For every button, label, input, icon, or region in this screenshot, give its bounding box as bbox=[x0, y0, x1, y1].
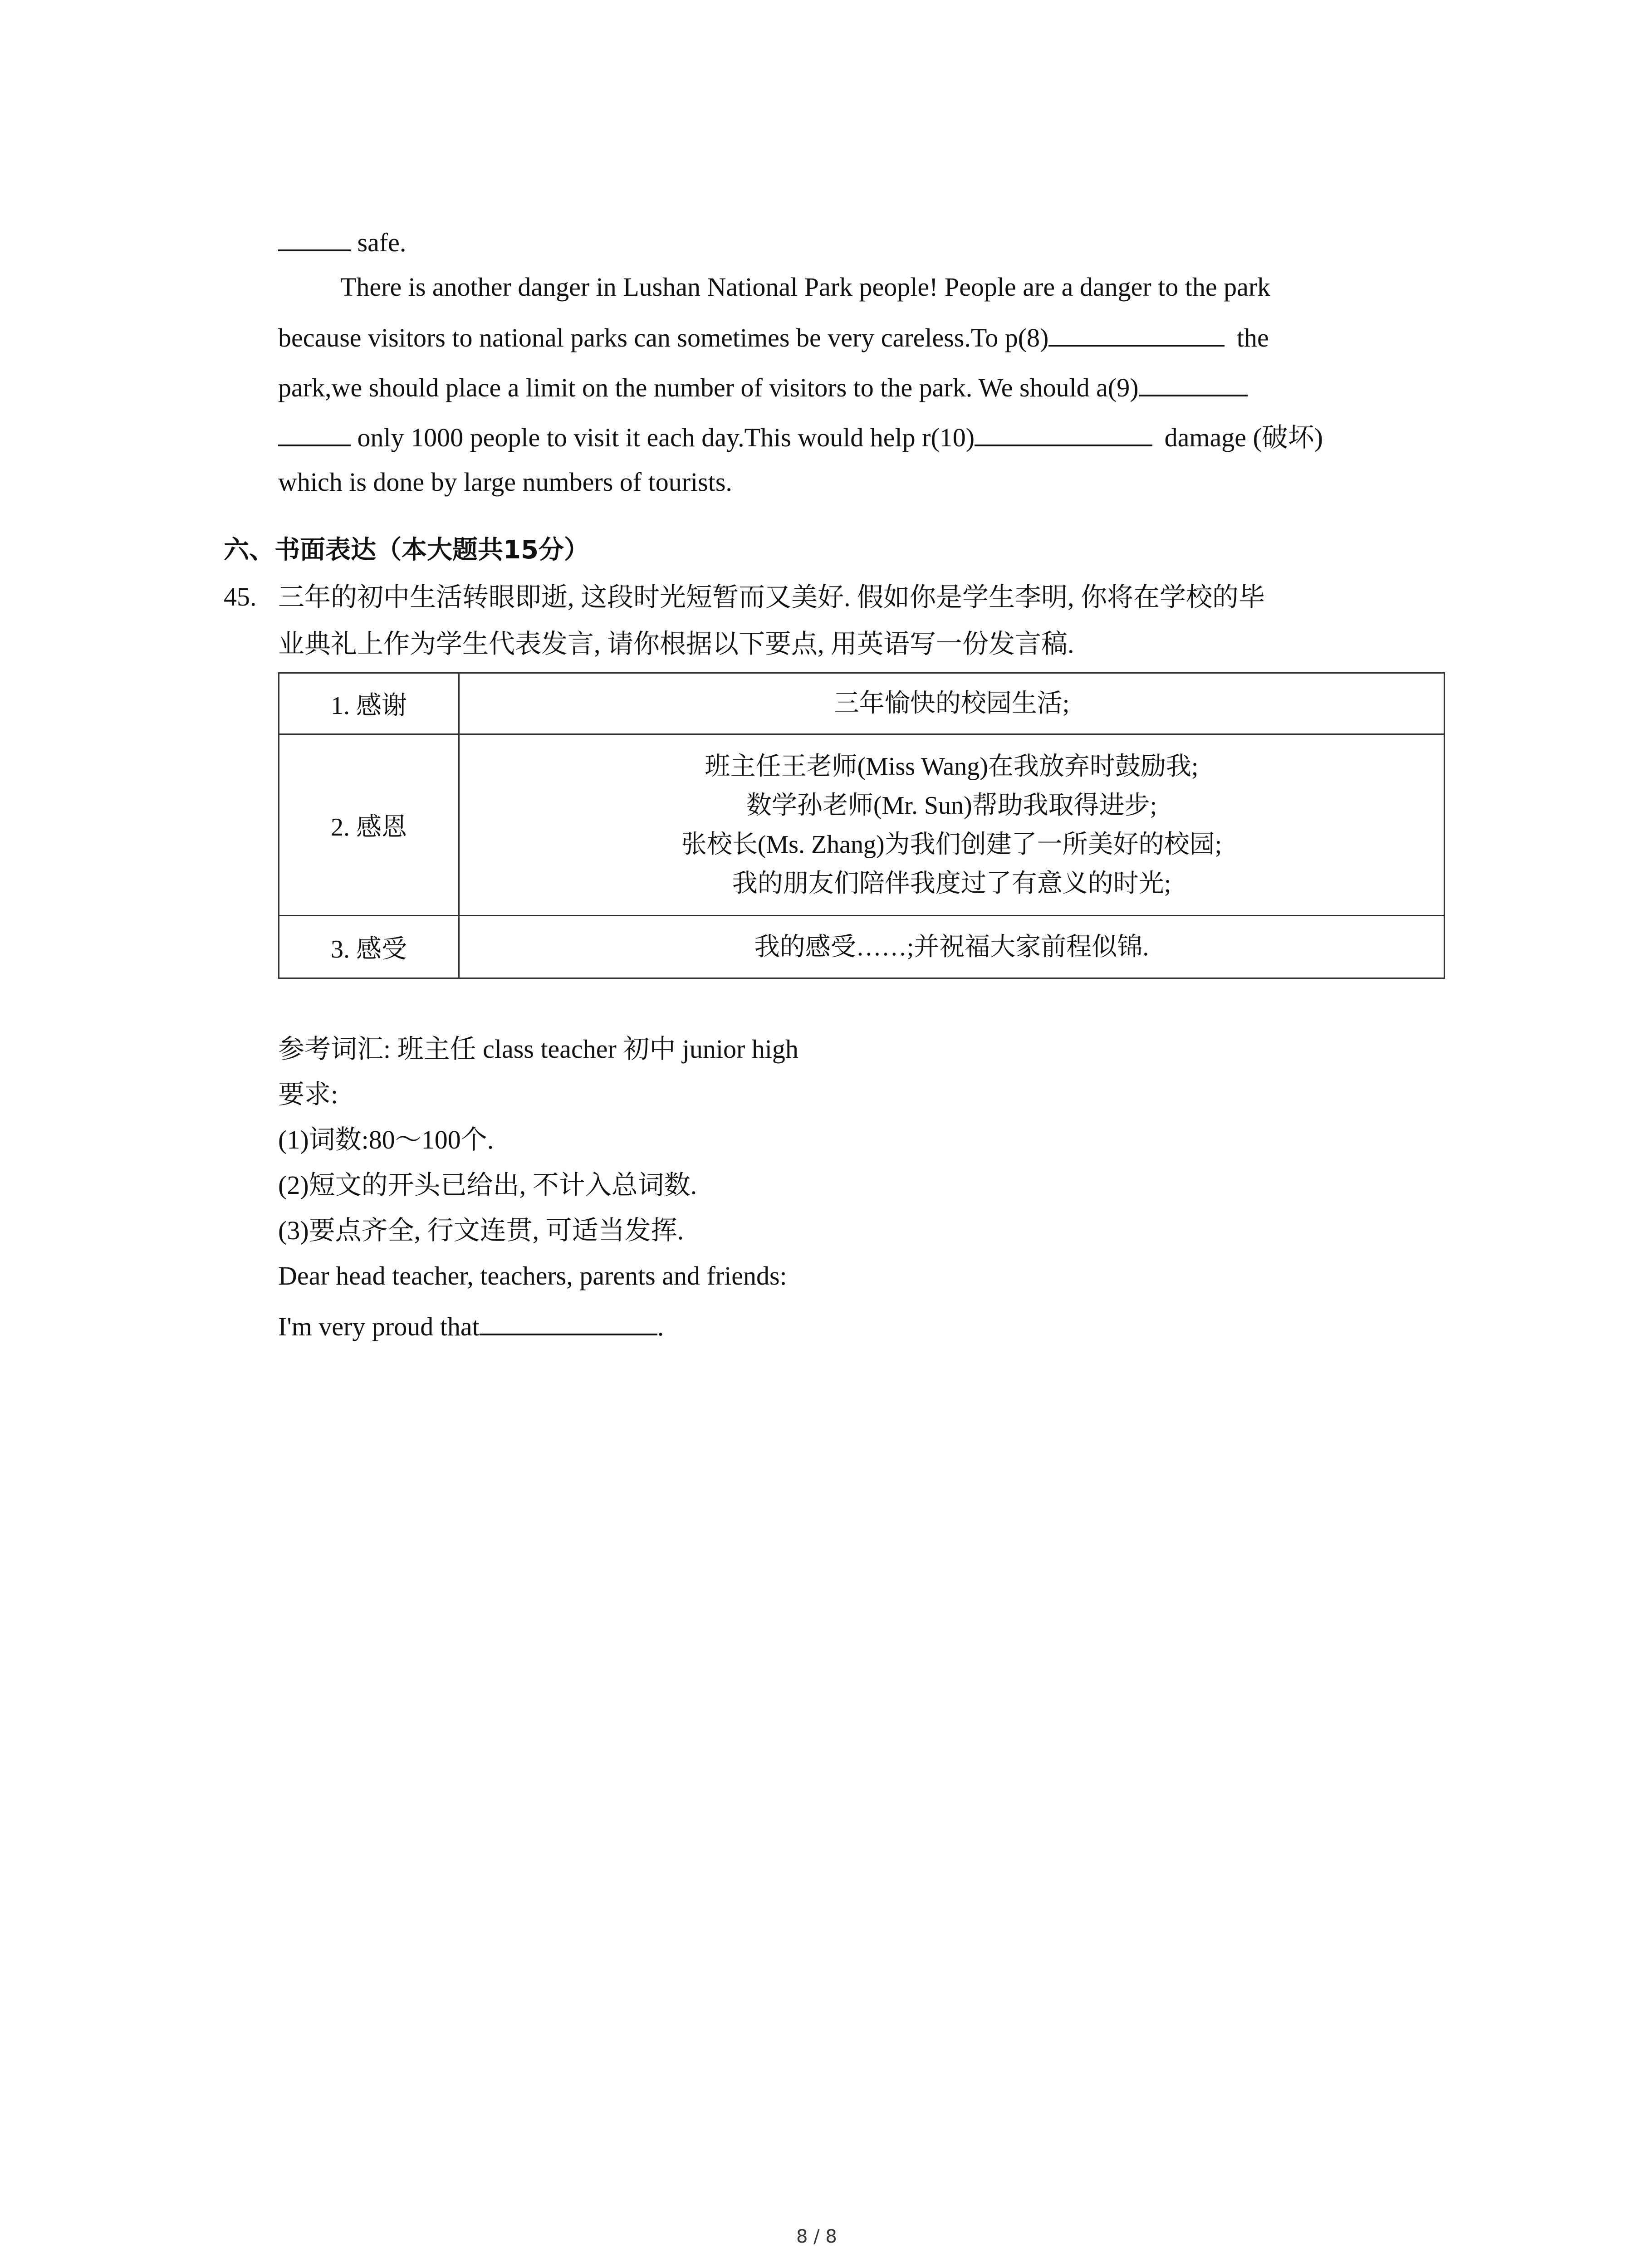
key-points-table bbox=[278, 672, 1445, 979]
passage-text: only 1000 people to visit it each day.This would help r(10) bbox=[357, 423, 975, 452]
opening-answer-blank[interactable] bbox=[480, 1310, 657, 1335]
table-row bbox=[279, 673, 1445, 734]
page-number: 8 / 8 bbox=[796, 2226, 837, 2247]
passage-text: because visitors to national parks can sometimes be very careless.To p(8) bbox=[278, 323, 1049, 352]
passage-text: the bbox=[1236, 323, 1269, 352]
passage-text: safe. bbox=[357, 228, 407, 257]
letter-opening bbox=[278, 1310, 664, 1343]
row-label: 3. 感受 bbox=[279, 916, 459, 978]
question-text-line-2: 业典礼上作为学生代表发言, 请你根据以下要点, 用英语写一份发言稿. bbox=[278, 629, 1074, 659]
row-content-line: 班主任王老师(Miss Wang)在我放弃时鼓励我; bbox=[705, 752, 1199, 781]
row-content bbox=[459, 734, 1445, 916]
row-label: 1. 感谢 bbox=[279, 673, 459, 734]
letter-greeting: Dear head teacher, teachers, parents and friends: bbox=[278, 1261, 787, 1290]
table-row bbox=[279, 734, 1445, 916]
opening-period: . bbox=[657, 1312, 664, 1341]
row-label: 2. 感恩 bbox=[279, 734, 459, 916]
passage-line-5: which is done by large numbers of tourists. bbox=[278, 467, 732, 497]
reference-vocab: 参考词汇: 班主任 class teacher 初中 junior high bbox=[278, 1034, 798, 1064]
passage-text: damage (破坏) bbox=[1164, 423, 1323, 452]
passage-line-1: There is another danger in Lushan National Park people! People are a danger to the park bbox=[340, 272, 1271, 302]
requirement-3: (3)要点齐全, 行文连贯, 可适当发挥. bbox=[278, 1216, 684, 1245]
row-content-line: 我的朋友们陪伴我度过了有意义的时光; bbox=[732, 869, 1171, 898]
passage-text: park,we should place a limit on the number of visitors to the park. We should a(9) bbox=[278, 373, 1139, 402]
table-row bbox=[279, 916, 1445, 978]
requirement-2: (2)短文的开头已给出, 不计入总词数. bbox=[278, 1170, 697, 1200]
row-content-line: 张校长(Ms. Zhang)为我们创建了一所美好的校园; bbox=[681, 830, 1222, 859]
section-heading: 六、书面表达（本大题共15分） bbox=[224, 535, 589, 565]
answer-blank-8[interactable] bbox=[1048, 321, 1225, 347]
row-content bbox=[459, 916, 1445, 978]
row-content-line: 数学孙老师(Mr. Sun)帮助我取得进步; bbox=[746, 791, 1157, 820]
question-number: 45. bbox=[224, 582, 257, 611]
row-content bbox=[459, 673, 1445, 734]
answer-blank-7-end[interactable] bbox=[278, 226, 351, 251]
passage-line-3 bbox=[278, 371, 1248, 404]
opening-text: I'm very proud that bbox=[278, 1312, 480, 1341]
answer-blank-10[interactable] bbox=[975, 421, 1152, 446]
passage-line-2 bbox=[278, 321, 1269, 354]
row-content-line: 我的感受……;并祝福大家前程似锦. bbox=[754, 933, 1149, 961]
answer-blank-9-cont[interactable] bbox=[278, 421, 351, 446]
passage-line-0 bbox=[278, 226, 406, 259]
question-text-line-1: 三年的初中生活转眼即逝, 这段时光短暂而又美好. 假如你是学生李明, 你将在学校的毕 bbox=[278, 582, 1265, 612]
requirements-label: 要求: bbox=[278, 1080, 338, 1109]
passage-line-4 bbox=[278, 421, 1323, 454]
requirement-1: (1)词数:80～100个. bbox=[278, 1125, 494, 1154]
answer-blank-9[interactable] bbox=[1139, 371, 1248, 396]
row-content-line: 三年愉快的校园生活; bbox=[833, 689, 1070, 718]
